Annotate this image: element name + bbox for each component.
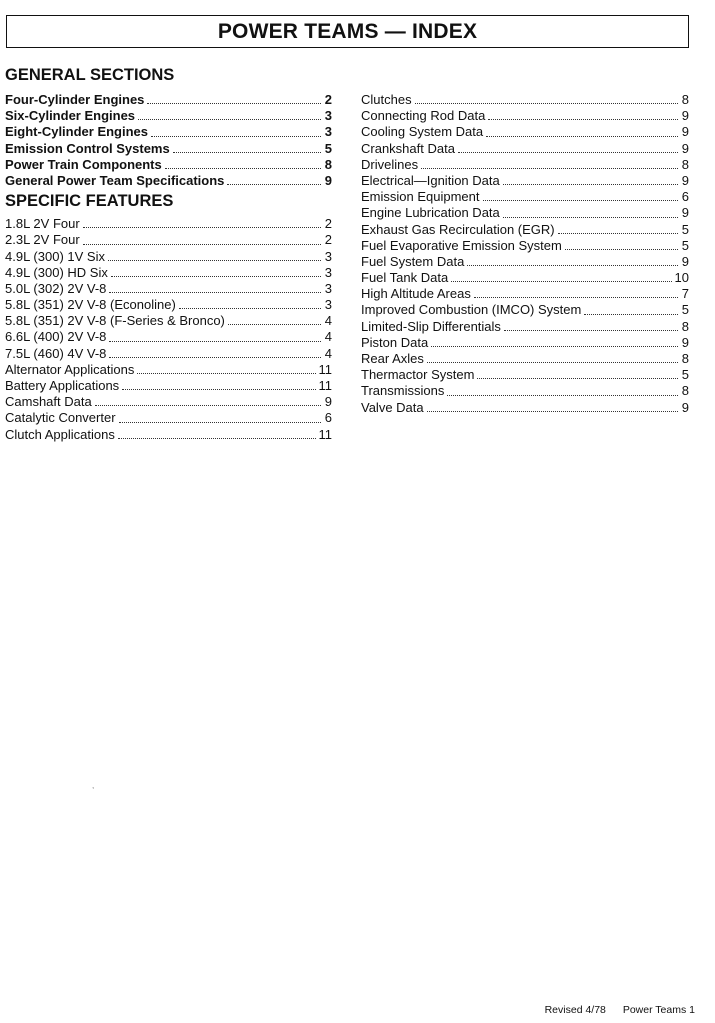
entry-label: Clutch Applications [5, 426, 115, 442]
dot-leader [108, 259, 321, 261]
entry-page-number: 9 [681, 253, 689, 269]
entry-page-number: 3 [324, 264, 332, 280]
entry-page-number: 8 [681, 383, 689, 399]
index-entry [361, 286, 689, 302]
entry-page-number: 9 [324, 394, 332, 410]
index-entry [361, 108, 689, 124]
entry-label: Valve Data [361, 399, 424, 415]
index-entry [361, 254, 689, 270]
index-entry [5, 410, 332, 426]
index-entry [361, 351, 689, 367]
dot-leader [228, 323, 321, 325]
entry-page-number: 4 [324, 345, 332, 361]
dot-leader [109, 340, 321, 342]
entry-label: Limited-Slip Differentials [361, 318, 501, 334]
index-entry [361, 124, 689, 140]
index-entry [361, 205, 689, 221]
page-reference: Power Teams 1 [622, 1004, 695, 1016]
dot-leader [415, 102, 678, 104]
index-entry [361, 400, 689, 416]
entry-page-number: 11 [318, 361, 332, 377]
revision-date: Revised 4/78 [544, 1004, 606, 1016]
general-sections-heading: GENERAL SECTIONS [5, 66, 175, 84]
entry-page-number: 11 [318, 378, 332, 393]
entry-label: 1.8L 2V Four [5, 216, 80, 232]
index-entry [361, 173, 689, 189]
index-entry [361, 383, 689, 399]
right-column [361, 92, 689, 416]
specific-features-list [5, 216, 332, 443]
index-entry [5, 297, 332, 313]
entry-label: Fuel System Data [361, 253, 465, 269]
specific-features-heading: SPECIFIC FEATURES [5, 192, 174, 211]
general-sections-list [5, 92, 332, 189]
index-entry [5, 232, 332, 248]
entry-page-number: 2 [324, 92, 332, 107]
entry-page-number: 2 [324, 216, 332, 232]
dot-leader [151, 135, 321, 137]
index-entry [5, 157, 332, 173]
dot-leader [488, 118, 678, 120]
dot-leader [503, 216, 678, 218]
index-entry [5, 108, 332, 124]
entry-label: Fuel Evaporative Emission System [361, 237, 562, 253]
entry-label: Battery Applications [5, 378, 120, 393]
entry-label: Drivelines [361, 156, 419, 172]
entry-page-number: 5 [324, 140, 332, 156]
dot-leader [83, 226, 321, 228]
entry-label: High Altitude Areas [361, 286, 471, 302]
dot-leader [483, 199, 679, 201]
dot-leader [111, 275, 321, 277]
index-entry [361, 270, 689, 286]
dot-leader [95, 404, 321, 406]
dot-leader [122, 388, 315, 390]
entry-page-number: 9 [324, 172, 332, 188]
entry-page-number: 9 [681, 334, 689, 350]
entry-page-number: 3 [324, 124, 332, 140]
dot-leader [227, 183, 321, 185]
index-entry [5, 92, 332, 108]
dot-leader [147, 102, 321, 104]
dot-leader [165, 167, 321, 169]
index-entry [5, 265, 332, 281]
entry-label: 7.5L (460) 4V V-8 [5, 345, 107, 361]
entry-page-number: 9 [681, 140, 689, 156]
dot-leader [138, 118, 321, 120]
dot-leader [427, 361, 678, 363]
entry-label: Eight-Cylinder Engines [5, 124, 149, 140]
dot-leader [173, 151, 321, 153]
entry-page-number: 5 [681, 367, 689, 383]
index-entry [5, 313, 332, 329]
entry-label: 5.0L (302) 2V V-8 [5, 280, 107, 296]
index-entry [361, 335, 689, 351]
entry-label: 2.3L 2V Four [5, 232, 80, 248]
entry-label: Crankshaft Data [361, 140, 455, 156]
entry-page-number: 4 [324, 329, 332, 345]
entry-page-number: 8 [681, 351, 689, 366]
dot-leader [467, 264, 678, 266]
entry-label: Piston Data [361, 334, 429, 350]
index-entry [5, 141, 332, 157]
entry-page-number: 3 [324, 280, 332, 296]
index-entry [5, 249, 332, 265]
entry-label: Rear Axles [361, 351, 424, 366]
dot-leader [558, 232, 678, 234]
specific-features-list-continued [361, 92, 689, 416]
entry-page-number: 8 [324, 156, 332, 172]
entry-label: Cooling System Data [361, 124, 484, 140]
entry-label: Emission Equipment [361, 189, 480, 205]
dot-leader [179, 307, 321, 309]
entry-page-number: 6 [324, 410, 332, 426]
entry-label: Exhaust Gas Recirculation (EGR) [361, 221, 555, 237]
entry-page-number: 9 [681, 108, 689, 124]
index-entry [361, 222, 689, 238]
entry-label: 4.9L (300) 1V Six [5, 248, 105, 264]
dot-leader [109, 291, 321, 293]
entry-page-number: 11 [318, 426, 332, 442]
dot-leader [474, 296, 678, 298]
index-entry [361, 157, 689, 173]
entry-label: Power Train Components [5, 156, 162, 172]
entry-label: Alternator Applications [5, 361, 135, 377]
index-entry [361, 367, 689, 383]
entry-page-number: 2 [324, 232, 332, 248]
page-footer [545, 1004, 695, 1016]
entry-label: Transmissions [361, 383, 445, 399]
dot-leader [447, 394, 678, 396]
entry-label: Camshaft Data [5, 394, 92, 410]
dot-leader [584, 313, 678, 315]
entry-page-number: 3 [324, 108, 332, 124]
entry-label: Engine Lubrication Data [361, 205, 500, 221]
entry-page-number: 6 [681, 189, 689, 205]
entry-page-number: 7 [681, 286, 689, 302]
dot-leader [109, 356, 321, 358]
index-entry [361, 319, 689, 335]
dot-leader [565, 248, 678, 250]
entry-page-number: 4 [324, 313, 332, 329]
entry-label: 5.8L (351) 2V V-8 (F-Series & Bronco) [5, 313, 225, 329]
index-entry [5, 362, 332, 378]
entry-page-number: 9 [681, 205, 689, 221]
index-entry [361, 238, 689, 254]
index-entry [5, 329, 332, 345]
entry-page-number: 9 [681, 399, 689, 415]
entry-page-number: 8 [681, 318, 689, 334]
dot-leader [503, 183, 678, 185]
entry-label: Fuel Tank Data [361, 270, 449, 286]
entry-page-number: 8 [681, 156, 689, 172]
entry-label: Connecting Rod Data [361, 108, 486, 124]
entry-page-number: 5 [681, 221, 689, 237]
entry-page-number: 3 [324, 248, 332, 264]
index-entry [5, 427, 332, 443]
dot-leader [477, 377, 678, 379]
scan-speck-mark: , [92, 781, 95, 790]
dot-leader [119, 421, 321, 423]
index-entry [5, 173, 332, 189]
index-entry [361, 141, 689, 157]
entry-page-number: 5 [681, 302, 689, 318]
index-entry [5, 346, 332, 362]
entry-label: 5.8L (351) 2V V-8 (Econoline) [5, 297, 176, 313]
entry-label: General Power Team Specifications [5, 172, 225, 188]
entry-label: Thermactor System [361, 367, 475, 383]
index-entry [361, 92, 689, 108]
left-column [5, 66, 332, 443]
dot-leader [427, 410, 678, 412]
index-entry [5, 394, 332, 410]
dot-leader [504, 329, 678, 331]
entry-label: Emission Control Systems [5, 140, 170, 156]
dot-leader [486, 135, 678, 137]
entry-label: 6.6L (400) 2V V-8 [5, 329, 107, 345]
dot-leader [137, 372, 315, 374]
index-entry [5, 281, 332, 297]
entry-page-number: 9 [681, 172, 689, 188]
entry-page-number: 3 [324, 297, 332, 313]
entry-label: Six-Cylinder Engines [5, 108, 136, 124]
dot-leader [451, 280, 671, 282]
entry-page-number: 9 [681, 124, 689, 140]
dot-leader [458, 151, 678, 153]
index-entry [5, 124, 332, 140]
entry-label: 4.9L (300) HD Six [5, 264, 108, 280]
entry-label: Catalytic Converter [5, 410, 116, 426]
entry-page-number: 10 [674, 270, 689, 286]
entry-label: Improved Combustion (IMCO) System [361, 302, 582, 318]
dot-leader [421, 167, 678, 169]
index-entry [361, 302, 689, 318]
index-entry [5, 216, 332, 232]
page-title: POWER TEAMS — INDEX [217, 19, 478, 43]
entry-page-number: 8 [681, 92, 689, 107]
entry-page-number: 5 [681, 237, 689, 253]
entry-label: Clutches [361, 92, 412, 107]
index-entry [5, 378, 332, 394]
index-entry [361, 189, 689, 205]
dot-leader [431, 345, 678, 347]
title-box [6, 15, 689, 48]
entry-label: Electrical—Ignition Data [361, 172, 500, 188]
dot-leader [83, 243, 321, 245]
dot-leader [118, 437, 316, 439]
entry-label: Four-Cylinder Engines [5, 92, 145, 107]
